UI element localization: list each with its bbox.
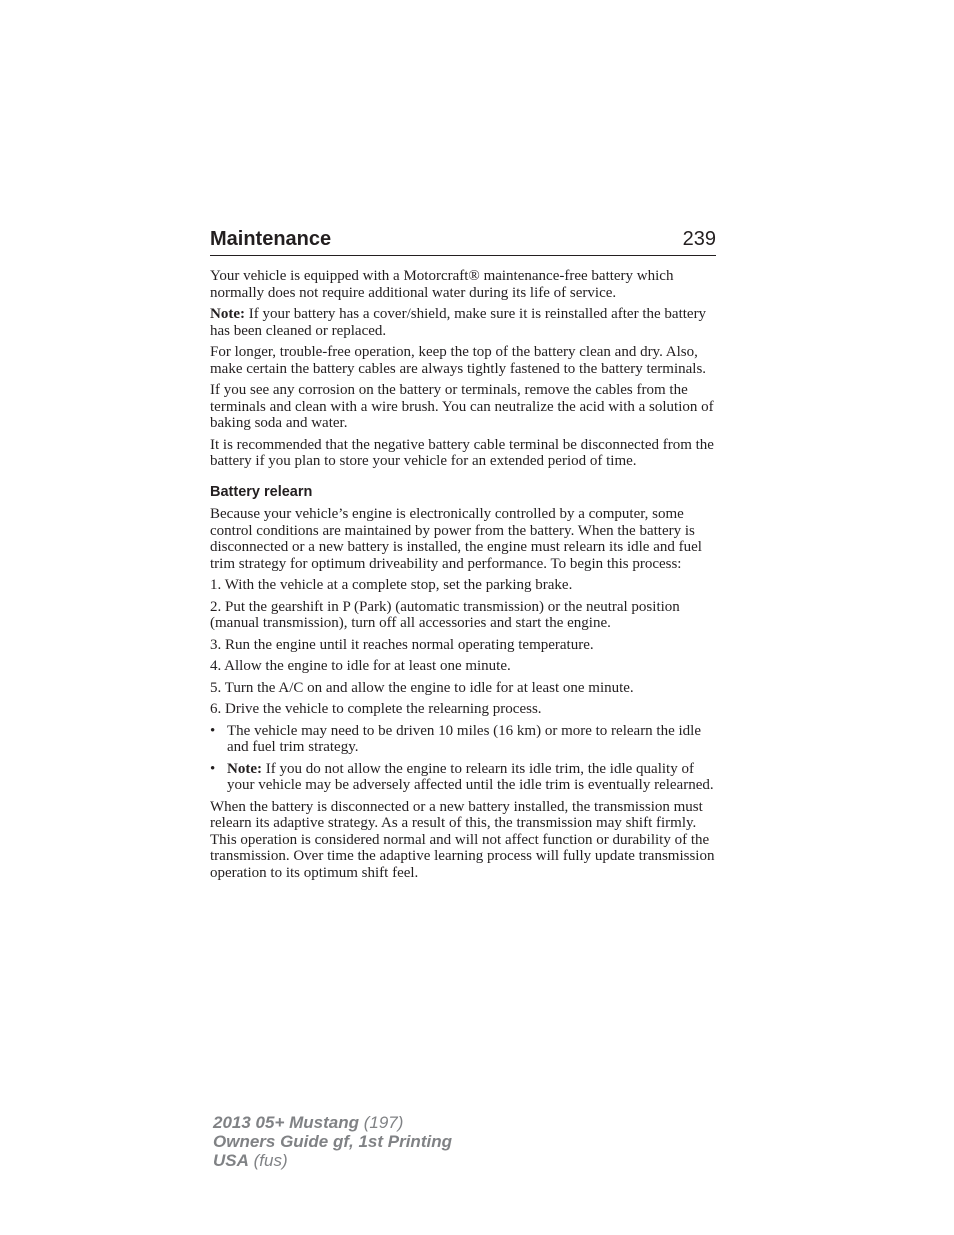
step-item: 2. Put the gearshift in P (Park) (automatic transmission) or the neutral position (manual transmission), turn off all accessories and start the engine. xyxy=(210,598,680,631)
footer-line-guide: Owners Guide gf, 1st Printing xyxy=(213,1132,452,1151)
note-label: Note: xyxy=(210,306,245,322)
paragraph-clean-terminals: For longer, trouble-free operation, keep the top of the battery clean and dry. Also, make certain the battery cables are always tightly fastened to the battery terminals. xyxy=(210,344,707,377)
step-item: 4. Allow the engine to idle for at least one minute. xyxy=(210,658,511,674)
page-header xyxy=(210,228,716,256)
paragraph-transmission: When the battery is disconnected or a new battery installed, the transmission must relearn its adaptive strategy. As a result of this, the transmission may shift firmly. This operation is considered normal and will not affect function or durability of the transmission. Over time the adaptive learning process will fully update transmission operation to its optimum shift feel. xyxy=(210,798,715,881)
bullet-text: The vehicle may need to be driven 10 miles (16 km) or more to relearn the idle and fuel trim strategy. xyxy=(227,722,702,755)
footer xyxy=(213,1113,452,1170)
bullet-item xyxy=(210,723,716,756)
step-item: 6. Drive the vehicle to complete the relearning process. xyxy=(210,701,542,717)
note-label: Note: xyxy=(227,760,262,777)
footer-line-model: 2013 05+ Mustang (197) xyxy=(213,1113,404,1132)
section-heading: Battery relearn xyxy=(210,483,313,500)
bullet-symbol: • xyxy=(210,722,216,739)
step-item: 1. With the vehicle at a complete stop, set the parking brake. xyxy=(210,577,573,593)
paragraph-relearn-intro: Because your vehicle’s engine is electronically controlled by a computer, some control conditions are maintained by power from the battery. When the battery is disconnected or a new battery is installed, the engine must relearn its idle and fuel trim strategy for optimum driveability and performance. To begin this process: xyxy=(210,506,702,572)
paragraph-storage: It is recommended that the negative battery cable terminal be disconnected from the battery if you plan to store your vehicle for an extended period of time. xyxy=(210,436,714,469)
body-text xyxy=(210,268,716,886)
note-text: If you do not allow the engine to relearn its idle trim, the idle quality of your vehicle may be adversely affected until the idle trim is eventually relearned. xyxy=(227,760,714,793)
bullet-text xyxy=(227,761,716,794)
bullet-item xyxy=(210,761,716,794)
footer-line-region: USA (fus) xyxy=(213,1151,288,1170)
paragraph-battery-intro: Your vehicle is equipped with a Motorcraft® maintenance-free battery which normally does not require additional water during its life of service. xyxy=(210,268,674,301)
bullet-symbol: • xyxy=(210,760,216,777)
step-item: 3. Run the engine until it reaches normal operating temperature. xyxy=(210,636,594,653)
note-text: If your battery has a cover/shield, make sure it is reinstalled after the battery has been cleaned or replaced. xyxy=(210,306,707,339)
paragraph-note-cover xyxy=(210,306,716,339)
page-number: 239 xyxy=(682,228,716,250)
page-title: Maintenance xyxy=(210,228,332,250)
step-item: 5. Turn the A/C on and allow the engine to idle for at least one minute. xyxy=(210,679,634,696)
paragraph-corrosion: If you see any corrosion on the battery or terminals, remove the cables from the terminals and clean with a wire brush. You can neutralize the acid with a solution of baking soda and water. xyxy=(210,382,714,431)
